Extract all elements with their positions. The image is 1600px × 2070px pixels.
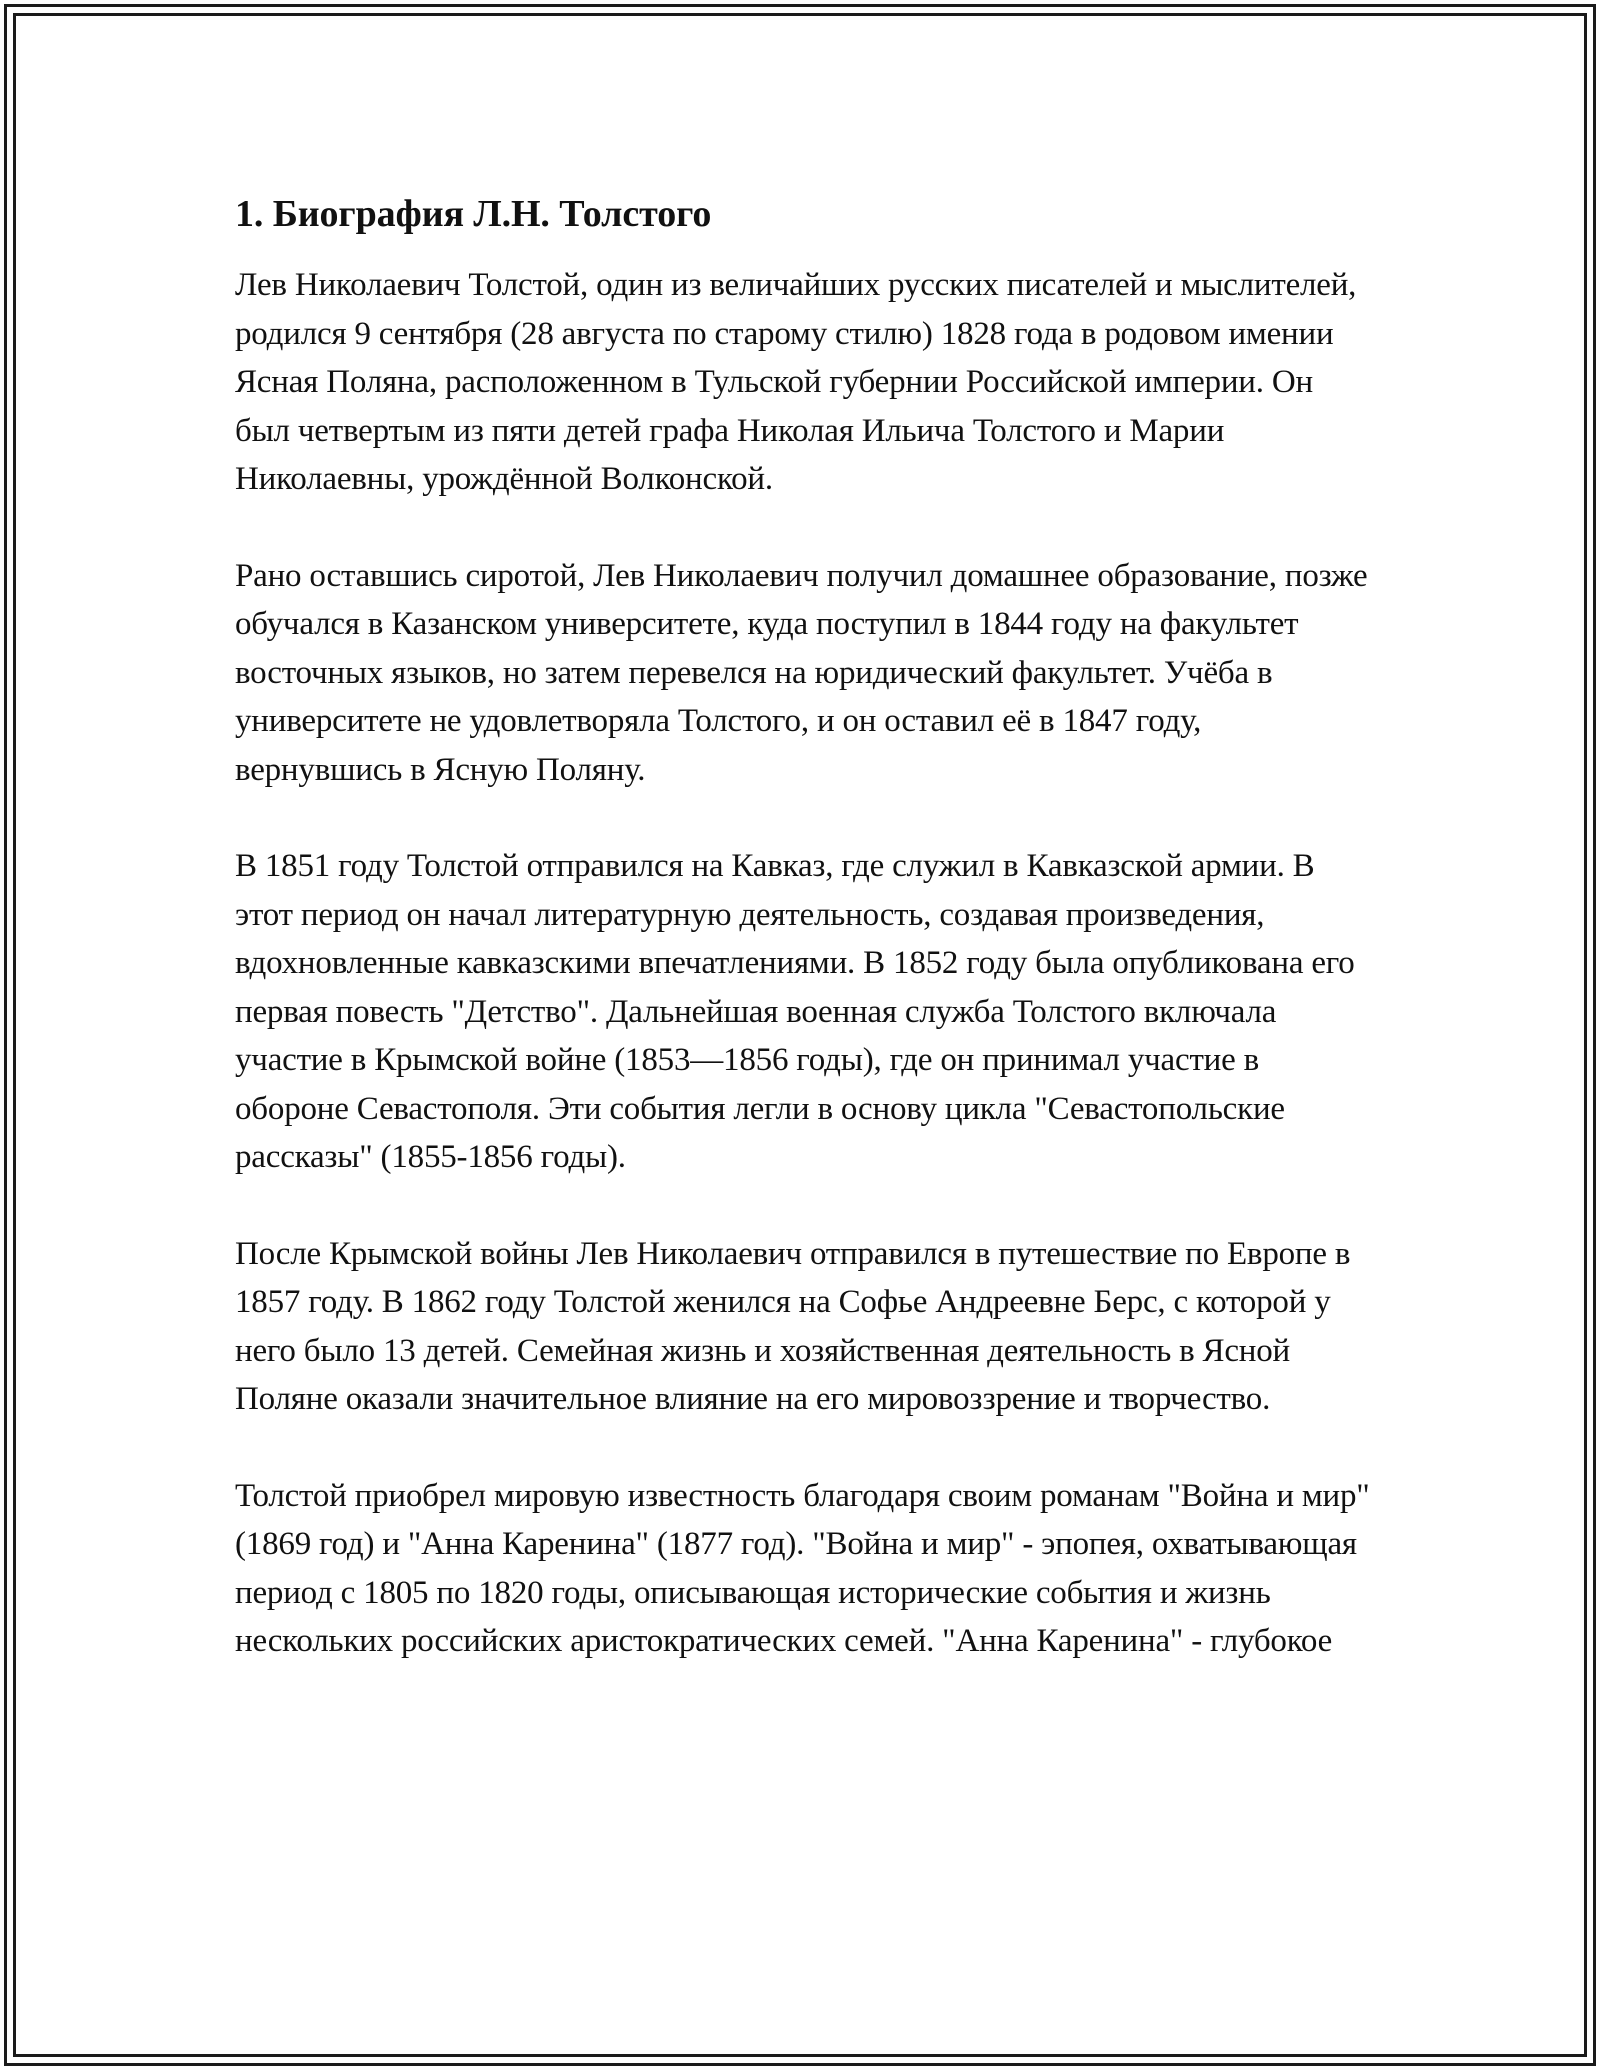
paragraph-education: Рано оставшись сиротой, Лев Николаевич получил домашнее образование, позже обучался в Казанском университете, куда поступил в 1844 году на факультет восточных языков, но затем перевелся на юридический факультет. Учёба в университете не удовлетворяла Толстого, и он оставил её в 1847 году, вернувшись в Ясную Поляну.: [235, 557, 1368, 788]
section-heading: 1. Биография Л.Н. Толстого: [235, 193, 712, 235]
document-body: [235, 185, 1375, 1714]
paragraph-birth: Лев Николаевич Толстой, один из величайших русских писателей и мыслителей, родился 9 сентября (28 августа по старому стилю) 1828 года в родовом имении Ясная Поляна, расположенном в Тульской губернии Российской империи. Он был четвертым из пяти детей графа Николая Ильича Толстого и Марии Николаевны, урождённой Волконской.: [235, 267, 1357, 497]
paragraph-family: После Крымской войны Лев Николаевич отправился в путешествие по Европе в 1857 году. В 1862 году Толстой женился на Софье Андреевне Берс, с которой у него было 13 детей. Семейная жизнь и хозяйственная деятельность в Ясной Поляне оказали значительное влияние на его мировоззрение и творчество.: [235, 1235, 1351, 1417]
paragraph-novels: Толстой приобрел мировую известность благодаря своим романам "Война и мир" (1869 год) и "Анна Каренина" (1877 год). "Война и мир" - эпопея, охватывающая период с 1805 по 1820 годы, описывающая исторические события и жизнь нескольких российских аристократических семей. "Анна Каренина" - глубокое: [235, 1477, 1370, 1659]
paragraph-caucasus: В 1851 году Толстой отправился на Кавказ, где служил в Кавказской армии. В этот период он начал литературную деятельность, создавая произведения, вдохновленные кавказскими впечатлениями. В 1852 году была опубликована его первая повесть "Детство". Дальнейшая военная служба Толстого включала участие в Крымской войне (1853—1856 годы), где он принимал участие в обороне Севастополя. Эти события легли в основу цикла "Севастопольские рассказы" (1855-1856 годы).: [235, 848, 1355, 1175]
